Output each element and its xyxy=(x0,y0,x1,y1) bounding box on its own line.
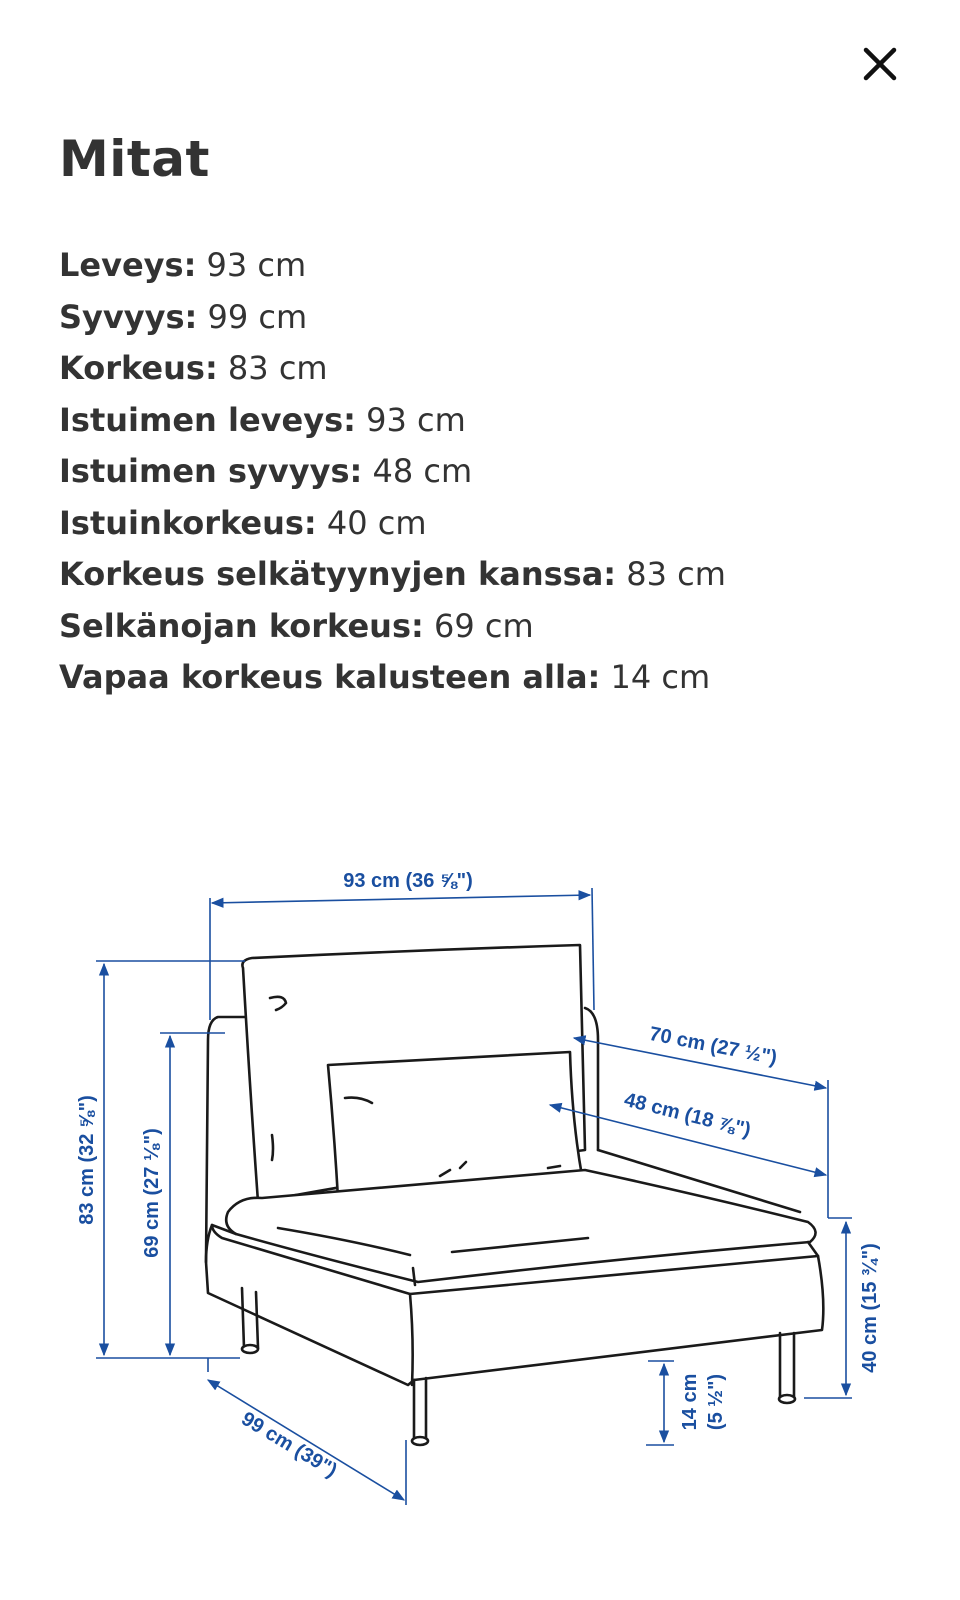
dimension-label: Istuimen syvyys: xyxy=(59,452,363,490)
dimension-value: 69 cm xyxy=(433,606,534,645)
sofa-module-drawing xyxy=(206,945,823,1445)
dimensions-list xyxy=(59,240,726,704)
dimension-label: Leveys: xyxy=(59,246,197,284)
close-button[interactable] xyxy=(852,36,908,92)
dimension-row-seat-depth xyxy=(59,446,726,498)
dimension-row-depth xyxy=(59,292,726,344)
dimension-row-width xyxy=(59,240,726,292)
label-clearance-cm: 14 cm xyxy=(679,1373,701,1431)
dimension-value: 93 cm xyxy=(206,246,307,284)
label-seat-height: 40 cm (15 ¾") xyxy=(859,1243,881,1373)
dimension-row-height xyxy=(59,343,726,395)
dimension-value: 93 cm xyxy=(366,400,466,439)
dimension-row-clearance xyxy=(59,652,726,704)
dimension-row-seat-width xyxy=(59,395,726,447)
label-depth: 99 cm (39") xyxy=(237,1407,341,1482)
dimension-label: Istuinkorkeus: xyxy=(59,503,317,542)
page-title: Mitat xyxy=(59,130,210,188)
close-icon xyxy=(863,47,897,81)
dimension-label: Selkänojan korkeus: xyxy=(59,606,424,645)
dimension-value: 83 cm xyxy=(626,555,726,593)
label-clearance-in: (5 ½") xyxy=(705,1373,727,1431)
dimension-label: Vapaa korkeus kalusteen alla: xyxy=(59,658,601,696)
armchair-illustration xyxy=(50,820,910,1520)
dimension-value: 48 cm xyxy=(372,452,473,490)
dimension-value: 83 cm xyxy=(227,349,328,387)
label-width: 93 cm (36 ⅝") xyxy=(343,870,473,892)
dimension-value: 99 cm xyxy=(207,297,308,336)
dimension-value: 14 cm xyxy=(610,658,711,696)
label-height: 83 cm (32 ⅝") xyxy=(76,1095,98,1225)
dimension-label: Korkeus: xyxy=(59,349,218,387)
dimension-row-seat-height xyxy=(59,498,726,550)
dimension-label: Korkeus selkätyynyjen kanssa: xyxy=(59,555,617,593)
dimension-row-height-with-cushions xyxy=(59,549,726,601)
dimension-diagram xyxy=(50,820,910,1520)
label-cushion-depth: 70 cm (27 ½") xyxy=(647,1022,779,1070)
dimension-value: 40 cm xyxy=(326,503,427,542)
label-seat-depth: 48 cm (18 ⅞") xyxy=(621,1088,753,1142)
dimension-row-backrest-height xyxy=(59,601,726,653)
dimension-label: Istuimen leveys: xyxy=(59,400,356,439)
dimension-label: Syvyys: xyxy=(59,297,198,336)
label-backrest-height: 69 cm (27 ⅛") xyxy=(141,1128,163,1258)
